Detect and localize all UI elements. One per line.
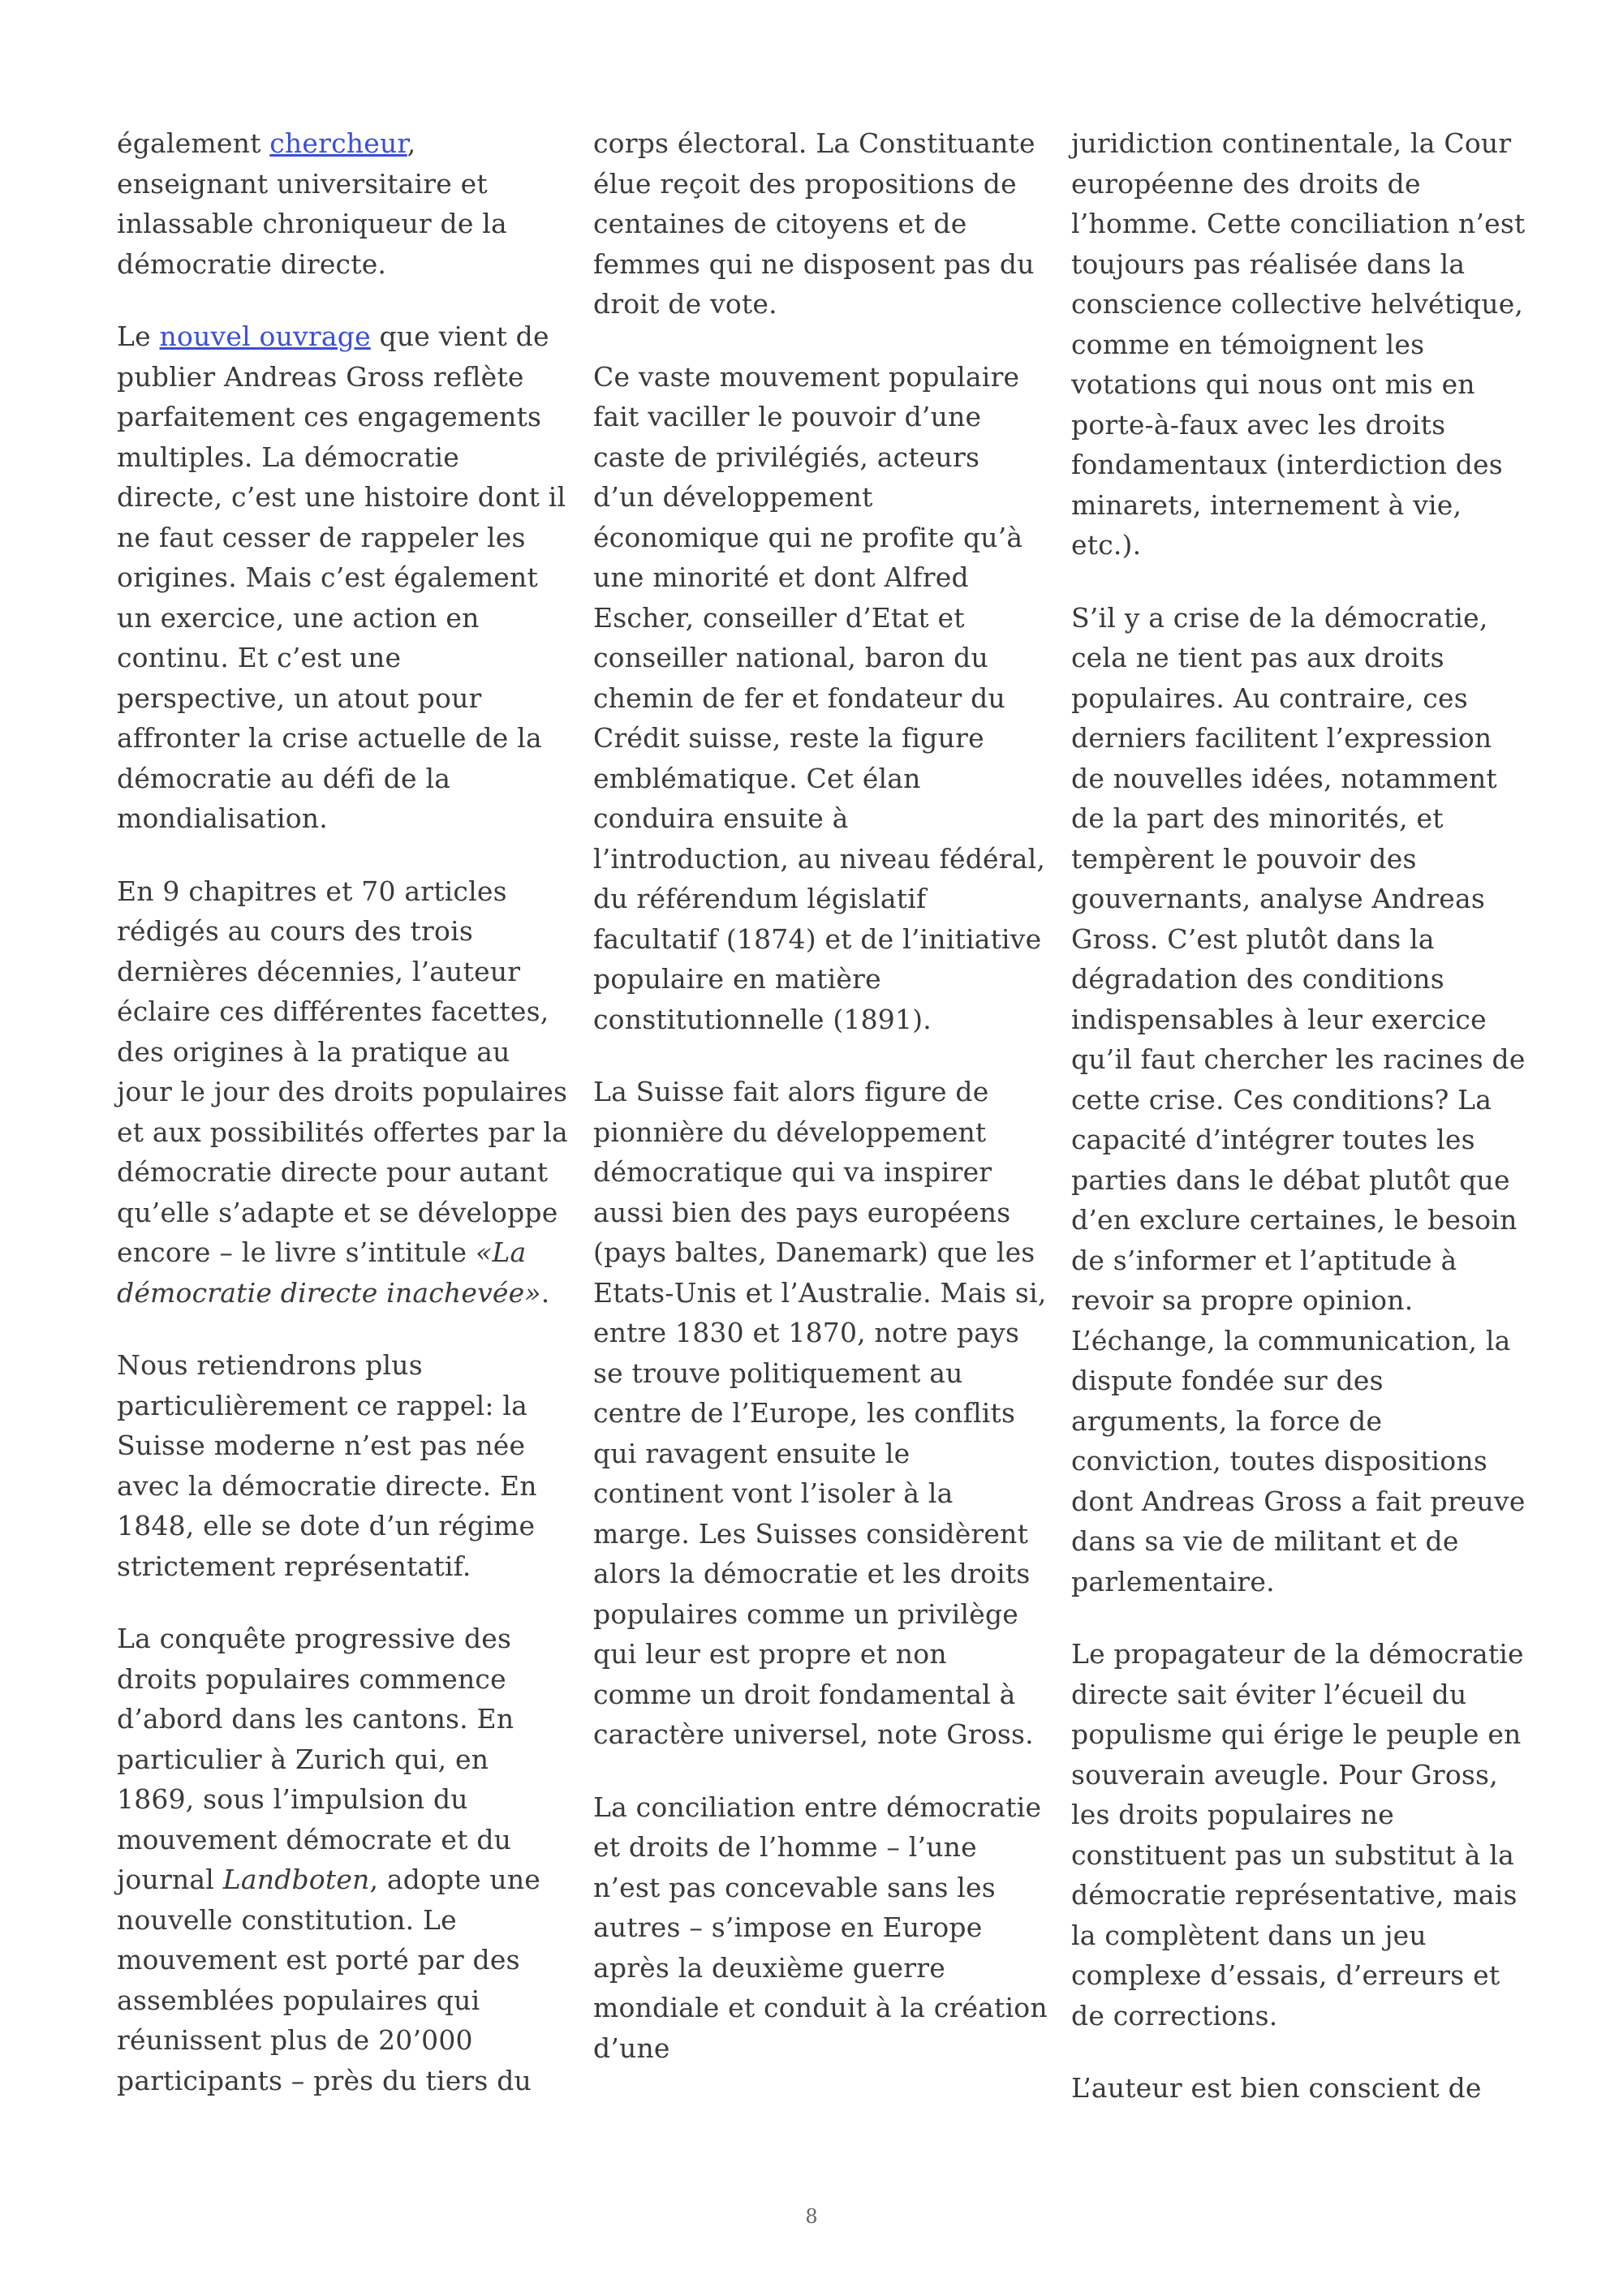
- book-title: «La démocratie directe inachevée»: [117, 1236, 541, 1309]
- paragraph: Le propagateur de la démocratie directe sait éviter l’écueil du populisme qui érige le peuple en souverain aveugle. Pour Gross, les droits populaires ne constituent pas un substitut à la démocratie représentative, mais la complètent dans un jeu complexe d’essais, d’erreurs et de corrections.: [1071, 1638, 1524, 2032]
- journal-name: Landboten: [222, 1864, 370, 1895]
- paragraph: S’il y a crise de la démocratie, cela ne tient pas aux droits populaires. Au contraire, ces derniers facilitent l’expression de nouvelles idées, notamment de la part des minorités, et tempèrent le pouvoir des gouvernants, analyse Andreas Gross. C’est plutôt dans la dégradation des conditions indispensables à leur exercice qu’il faut chercher les racines de cette crise. Ces conditions? La capacité d’intégrer toutes les parties dans le débat plutôt que d’en exclure certaines, le besoin de s’informer et l’aptitude à revoir sa propre opinion. L’échange, la communication, la dispute fondée sur des arguments, la force de conviction, toutes dispositions dont Andreas Gross a fait preuve dans sa vie de militant et de parlementaire.: [1071, 601, 1526, 1597]
- page-number: 8: [805, 2205, 818, 2228]
- paragraph: La conciliation entre démocratie et droits de l’homme – l’une n’est pas concevable sans les autres – s’impose en Europe après la deuxième guerre mondiale et conduit à la création d’une: [593, 1791, 1048, 2064]
- paragraph: Ce vaste mouvement populaire fait vaciller le pouvoir d’une caste de privilégiés, acteurs d’un développement économique qui ne profite qu’à une minorité et dont Alfred Escher, conseiller d’Etat et conseiller national, baron du chemin de fer et fondateur du Crédit suisse, reste la figure emblématique. Cet élan conduira ensuite à l’introduction, au niveau fédéral, du référendum législatif facultatif (1874) et de l’initiative populaire en matière constitutionnelle (1891).: [593, 360, 1046, 1035]
- paragraph: La conquête progressive des droits populaires commence d’abord dans les cantons. En particulier à Zurich qui, en 1869, sous l’impulsion du mouvement démocrate et du journal Landboten, adopte une nouvelle constitution. Le mouvement est porté par des assemblées populaires qui réunissent plus de 20’000 participants – près du tiers du: [117, 1623, 541, 2096]
- text-column-2: [593, 123, 1048, 2100]
- chercheur-link[interactable]: chercheur: [269, 127, 407, 159]
- paragraph: En 9 chapitres et 70 articles rédigés au cours des trois dernières décennies, l’auteur éclaire ces différentes facettes, des origines à la pratique au jour le jour des droits populaires et aux possibilités offertes par la démocratie directe pour autant qu’elle s’adapte et se développe encore – le livre s’intitule «La démocratie directe inachevée».: [117, 875, 568, 1309]
- paragraph: également chercheur, enseignant universitaire et inlassable chroniqueur de la démocratie directe.: [117, 127, 507, 280]
- paragraph: Le nouvel ouvrage que vient de publier Andreas Gross reflète parfaitement ces engagements multiples. La démocratie directe, c’est une histoire dont il ne faut cesser de rappeler les origines. Mais c’est également un exercice, une action en continu. Et c’est une perspective, un atout pour affronter la crise actuelle de la démocratie au défi de la mondialisation.: [117, 320, 566, 834]
- paragraph: corps électoral. La Constituante élue reçoit des propositions de centaines de citoyens et de femmes qui ne disposent pas du droit de vote.: [593, 127, 1035, 320]
- nouvel-ouvrage-link[interactable]: nouvel ouvrage: [159, 320, 371, 352]
- paragraph: Nous retiendrons plus particulièrement ce rappel: la Suisse moderne n’est pas née avec la démocratie directe. En 1848, elle se dote d’un régime strictement représentatif.: [117, 1349, 537, 1582]
- paragraph: juridiction continentale, la Cour européenne des droits de l’homme. Cette conciliation n’est toujours pas réalisée dans la conscience collective helvétique, comme en témoignent les votations qui nous ont mis en porte-à-faux avec les droits fondamentaux (interdiction des minarets, internement à vie, etc.).: [1071, 127, 1526, 561]
- paragraph: La Suisse fait alors figure de pionnière du développement démocratique qui va inspirer aussi bien des pays européens (pays baltes, Danemark) que les Etats-Unis et l’Australie. Mais si, entre 1830 et 1870, notre pays se trouve politiquement au centre de l’Europe, les conflits qui ravagent ensuite le continent vont l’isoler à la marge. Les Suisses considèrent alors la démocratie et les droits populaires comme un privilège qui leur est propre et non comme un droit fondamental à caractère universel, note Gross.: [593, 1076, 1047, 1750]
- text-column-1: [117, 123, 571, 2133]
- paragraph: L’auteur est bien conscient de: [1071, 2072, 1482, 2104]
- text-column-3: [1071, 123, 1526, 2141]
